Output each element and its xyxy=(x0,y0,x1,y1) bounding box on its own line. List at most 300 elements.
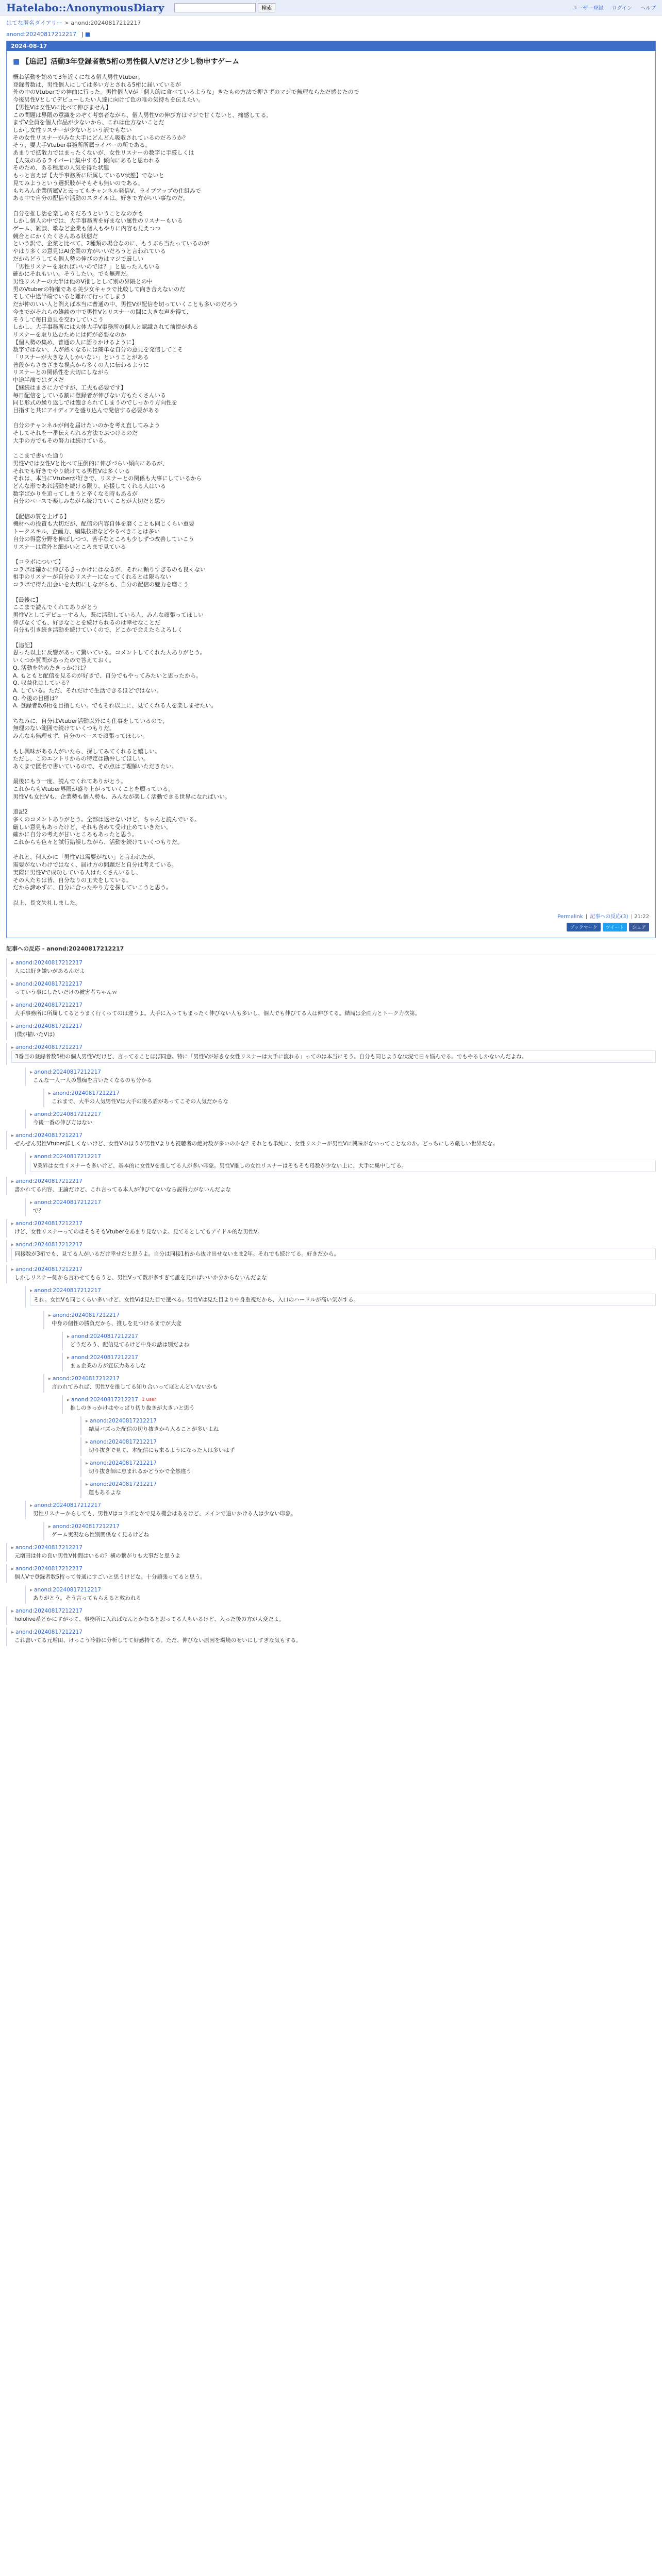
entry-line: まずV全員を個人作品が少ないから、これは仕方ないことだ xyxy=(13,119,164,126)
comment-item xyxy=(6,1131,656,1149)
comment-link[interactable]: anond:20240817212217 xyxy=(15,1002,82,1009)
comment-arrow-icon: ▸ xyxy=(30,1111,33,1117)
entry-line: 見てみようという選択肢がそもそも無いのである。 xyxy=(13,179,143,187)
comment-text: しかしリスナー側から言わせてもらうと、男性Vって数が多すぎて誰を見ればいいか分からないんだよな xyxy=(14,1275,267,1281)
entry-line: しかし女性リスナーが少ないという訳でもない xyxy=(13,126,132,133)
comment-item xyxy=(43,1311,656,1329)
entry-line xyxy=(13,505,649,513)
comment-text: っていう事にしたいだけの被害者ちゃんｗ xyxy=(14,989,118,996)
comment-text: 今後一番の伸び方はない xyxy=(33,1120,93,1126)
footer-separator: | xyxy=(584,914,589,920)
comment-header xyxy=(30,1199,656,1206)
entry-line: 追記2 xyxy=(13,808,28,816)
entry-line: という訳で、企業と比べて、2種類の場合なのに、もうぶち当たっているのが xyxy=(13,240,209,247)
comment-text: 切り抜きで見て、本配信にも来るようになった人は多いはず xyxy=(89,1447,235,1454)
entry-line: 自分のチャンネルが何を届けたいのかを考え直してみよう xyxy=(13,422,160,429)
comment-item xyxy=(25,1585,656,1604)
entry-line: だから諦めずに、自分に合ったやり方を探していこうと思う。 xyxy=(13,884,172,891)
comment-text: ゲーム実況なら性別関係なく見るけどね xyxy=(52,1532,149,1538)
comment-link[interactable]: anond:20240817212217 xyxy=(15,981,82,988)
entry-line: 大手の方でもその努力は続けている。 xyxy=(13,437,109,444)
comment-header xyxy=(11,1242,656,1248)
comment-text: ありがとう。そう言ってもらえると救われる xyxy=(33,1595,141,1602)
comment-link[interactable]: anond:20240817212217 xyxy=(15,1545,82,1551)
comment-text: 人には好き嫌いがあるんだよ xyxy=(14,968,85,975)
entry-line: 最後にもう一度、読んでくれてありがとう。 xyxy=(13,778,126,785)
login-link[interactable]: ログイン xyxy=(611,6,632,11)
entry-box xyxy=(6,41,656,938)
entry-line: 普段からさまざまな視点から多くの人に伝わるように xyxy=(13,361,149,368)
entry-line: それは、本当にVtuberが好きで、リスナーとの関係も大事にしているから xyxy=(13,475,202,482)
comment-item xyxy=(6,1240,656,1262)
comment-item xyxy=(6,1265,656,1283)
entry-line: あまりで拡散力ではまったくないが、女性リスナーの数字に手厳しくは xyxy=(13,149,194,157)
comment-header xyxy=(11,1044,656,1050)
comment-text: これまで、大半の人気男性Vは大手の後ろ盾があってこその人気だからな xyxy=(52,1098,228,1105)
entry-line: Q. 活動を始めたきっかけは？ xyxy=(13,664,89,671)
comment-arrow-icon: ▸ xyxy=(11,1044,14,1050)
comment-arrow-icon: ▸ xyxy=(11,1242,14,1248)
comment-arrow-icon: ▸ xyxy=(11,1023,14,1029)
entry-line: だからどうしても個人勢の伸びの方はマジで厳しい xyxy=(13,255,143,262)
entry-line: 自分の得意分野を伸ばしつつ、苦手なところも少しずつ改善していこう xyxy=(13,535,194,543)
entry-line: それでも好きでやり続けてる男性Vは多くいる xyxy=(13,467,130,474)
entry-footer xyxy=(13,912,649,920)
comment-item xyxy=(6,1628,656,1646)
entry-line: 伸びなくても、好きなことを続けられるのは幸せなことだ xyxy=(13,619,160,626)
comment-arrow-icon: ▸ xyxy=(30,1069,33,1075)
comment-arrow-icon: ▸ xyxy=(30,1199,33,1206)
register-link[interactable]: ユーザー登録 xyxy=(572,6,604,11)
comment-header xyxy=(30,1111,656,1117)
comment-text: それ。女性Vも同じくらい多いけど、女性Vは見た目で選べる。男性Vは見た目より中身重視だから、入口のハードルが高い気がする。 xyxy=(30,1294,656,1306)
comment-header xyxy=(11,1221,656,1227)
entry-line xyxy=(13,445,649,452)
comment-link[interactable]: anond:20240817212217 xyxy=(15,1023,82,1030)
entry-line: 確かに自分の考えが甘いところもあったと思う。 xyxy=(13,831,138,838)
comment-text: V業界は女性リスナーも多いけど、基本的に女性Vを推してる人が多い印象。男性V推しの女性リスナーはそもそも母数が少ない上に、大手に集中してる。 xyxy=(30,1160,656,1172)
breadcrumb xyxy=(0,15,662,27)
entry-line: 多くのコメントありがとう。全部は返せないけど、ちゃんと読んでいる。 xyxy=(13,816,200,823)
entry-line: 同じ形式の繰り返しでは飽きられてしまうのでしっかり方向性を xyxy=(13,399,177,406)
comment-text: 大手事務所に所属してるとうまく行くってのは違うよ。大手に入ってもまったく伸びない人も多いし、個人でも伸びてる人は伸びてる。結局は企画力とトーク力次第。 xyxy=(14,1010,421,1017)
entry-line: もちろん企業所属Vと云ってもチャンネル発信V、ライブアップの仕組みで xyxy=(13,187,201,194)
comment-link[interactable]: anond:20240817212217 xyxy=(53,1523,120,1530)
entry-line: ただし、このエントリからの特定は勘弁してほしい。 xyxy=(13,755,149,762)
entry-line: A. もともと配信を見るのが好きで、自分でもやってみたいと思ったから。 xyxy=(13,672,202,679)
comment-header xyxy=(11,1608,656,1614)
comment-arrow-icon: ▸ xyxy=(11,1221,14,1227)
comment-text: 書かれてる内容、正論だけど、これ言ってる本人が伸びてないなら説得力がないんだよな xyxy=(14,1187,231,1193)
entry-line: 男性Vも女性Vも、企業勢も個人勢も、みんなが楽しく活動できる世界になればいい。 xyxy=(13,793,231,800)
comment-arrow-icon: ▸ xyxy=(30,1154,33,1160)
comment-text: 同接数が3桁でも、見てる人がいるだけ幸せだと思うよ。自分は同接1桁から抜け出せないまま2年。それでも続けてる。好きだから。 xyxy=(11,1248,656,1260)
comment-text: どうだろう、配信見てるけど中身の話は別だよね xyxy=(70,1342,189,1348)
comment-item xyxy=(25,1501,656,1519)
entry-line: 登録者数は、男性個人にしては多い方とされる5桁に届いているが xyxy=(13,81,181,88)
comment-item xyxy=(80,1437,656,1456)
comment-header xyxy=(86,1460,656,1466)
permalink[interactable]: Permalink xyxy=(557,914,583,920)
comment-arrow-icon: ▸ xyxy=(67,1333,70,1340)
title-bullet-icon: ■ xyxy=(13,58,20,66)
comment-link[interactable]: anond:20240817212217 xyxy=(15,1221,82,1227)
comment-text: 運もあるよな xyxy=(89,1489,121,1496)
entry-line: 【男性Vは女性Vに比べて伸びません】 xyxy=(13,104,112,111)
entry-line: 【最後に】 xyxy=(13,596,41,603)
comment-arrow-icon: ▸ xyxy=(86,1418,89,1424)
entry-line: ある中で自分の配信や活動のスタイルは、好きで方がいい事なのだ。 xyxy=(13,195,189,202)
entry-line xyxy=(13,710,649,718)
comment-link[interactable]: anond:20240817212217 xyxy=(15,1629,82,1636)
entry-line: ここまで書いた通り xyxy=(13,452,64,460)
entry-line: 競合とにかくたくさんある状態だ xyxy=(13,232,98,240)
entry-line: 確かにそれもいい。そうしたい。でも無理だ。 xyxy=(13,270,132,278)
comment-arrow-icon: ▸ xyxy=(11,1608,14,1614)
comment-item xyxy=(25,1198,656,1216)
breadcrumb-current: anond:20240817212217 xyxy=(71,20,141,26)
entry-time: | 21:22 xyxy=(629,914,649,920)
comment-link[interactable]: anond:20240817212217 xyxy=(90,1418,157,1425)
entry-body xyxy=(7,51,655,938)
comment-link[interactable]: anond:20240817212217 xyxy=(90,1439,157,1446)
entry-title-text: 【追記】活動3年登録者数5桁の男性個人Vだけど少し物申すゲーム xyxy=(22,58,240,66)
entry-line: 【配信の質を上げる】 xyxy=(13,513,70,520)
comment-arrow-icon: ▸ xyxy=(48,1312,52,1318)
comment-link[interactable]: anond:20240817212217 xyxy=(15,1132,82,1139)
entry-line: どんな形であれ活動を続ける限り、応援してくれる人はいる xyxy=(13,482,166,489)
comment-link[interactable]: anond:20240817212217 xyxy=(53,1090,120,1097)
comment-item xyxy=(6,1001,656,1019)
comment-link[interactable]: anond:20240817212217 xyxy=(34,1502,101,1509)
comment-link[interactable]: anond:20240817212217 xyxy=(15,1242,82,1248)
comment-arrow-icon: ▸ xyxy=(11,1545,14,1551)
comment-arrow-icon: ▸ xyxy=(86,1439,89,1445)
top-links xyxy=(573,4,656,11)
comment-link[interactable]: anond:20240817212217 xyxy=(53,1376,120,1382)
comment-header xyxy=(67,1354,656,1361)
entry-line: あくまで匿名で書いているので、その点はご理解いただきたい。 xyxy=(13,762,177,770)
day-link-separator: | xyxy=(79,31,85,38)
comment-arrow-icon: ▸ xyxy=(30,1502,33,1509)
entry-line: この問題は界隈の意識をのぞく考察者ながら、個人男性Vの伸び方はマジで甘くないと、痛感してる。 xyxy=(13,111,272,118)
entry-line: その女性リスナーがみな大手にどんどん吸収されているのだろうか？ xyxy=(13,134,189,141)
comment-header xyxy=(11,960,656,966)
comment-link[interactable]: anond:20240817212217 xyxy=(34,1154,101,1160)
entry-line xyxy=(13,801,649,809)
comment-text: こんな一人一人の愚痴を言いたくなるのも分かる xyxy=(33,1077,152,1084)
comment-text: これ書いてる元増田、けっこう冷静に分析してて好感持てる。ただ、伸びない原因を環境のせいにしすぎな気もする。 xyxy=(14,1637,302,1644)
comment-header xyxy=(48,1090,656,1096)
entry-line: 数字ばかりを追ってしまうと辛くなる時もあるが xyxy=(13,490,138,497)
entry-line: Q. 今後の目標は？ xyxy=(13,694,61,702)
comment-arrow-icon: ▸ xyxy=(67,1397,70,1403)
entry-line: 相手のリスナーが自分のリスナーになってくれるとは限らない xyxy=(13,573,172,581)
comment-arrow-icon: ▸ xyxy=(30,1287,33,1294)
entry-line: もし興味がある人がいたら、探してみてくれると嬉しい。 xyxy=(13,748,160,755)
tweet-button[interactable]: ツイート xyxy=(603,923,627,931)
entry-line xyxy=(13,202,649,210)
entry-line: それと、何人かに「男性Vは需要がない」と言われたが、 xyxy=(13,854,159,861)
comment-header xyxy=(30,1287,656,1294)
comment-text: で？ xyxy=(33,1208,44,1214)
entry-line: 男性Vでは女性Vと比べて圧倒的に伸びづらい傾向にあるが、 xyxy=(13,460,169,467)
help-link[interactable]: ヘルプ xyxy=(640,6,656,11)
comment-link[interactable]: anond:20240817212217 xyxy=(71,1397,138,1403)
comment-header xyxy=(30,1069,656,1075)
entry-line: そしてそれを一番伝えられる方法でぶつけるのだ xyxy=(13,430,138,437)
entry-line: 自分も引き続き活動を続けていくので、どこかで会えたらよろしく xyxy=(13,626,183,634)
comment-link[interactable]: anond:20240817212217 xyxy=(15,960,82,967)
entry-line: みんなも無理せず、自分のペースで頑張ってほしい。 xyxy=(13,733,148,740)
entry-line xyxy=(13,740,649,748)
comment-header xyxy=(86,1418,656,1424)
entry-line: だが仲のいい人と例えば本当に普通の中、男性Vが配信を切っていくことも多いのだろう xyxy=(13,301,238,308)
search-input[interactable] xyxy=(174,3,256,12)
comment-link[interactable]: anond:20240817212217 xyxy=(90,1460,157,1467)
comment-link[interactable]: anond:20240817212217 xyxy=(15,1608,82,1615)
comment-arrow-icon: ▸ xyxy=(30,1587,33,1593)
entry-line: 思った以上に反響があって驚いている。コメントしてくれた人ありがとう。 xyxy=(13,649,206,656)
facebook-share-button[interactable]: シェア xyxy=(629,923,649,931)
comment-link[interactable]: anond:20240817212217 xyxy=(34,1069,101,1076)
entry-line: 自分のペースで楽しみながら続けていくことが大切だと思う xyxy=(13,498,166,505)
comment-item xyxy=(6,979,656,998)
comment-text: 個人Vで登録者数5桁って普通にすごいと思うけどな。十分頑張ってると思う。 xyxy=(14,1574,206,1581)
entry-line: ちなみに、自分はVtuber活動以外にも仕事をしているので、 xyxy=(13,717,168,724)
site-logo[interactable]: Hatelabo::AnonymousDiary xyxy=(6,1,164,14)
comment-header xyxy=(11,1566,656,1572)
comment-header xyxy=(48,1523,656,1530)
breadcrumb-home-link[interactable]: はてな匿名ダイアリー xyxy=(6,20,63,26)
comment-arrow-icon: ▸ xyxy=(11,1266,14,1273)
top-navigation-bar xyxy=(0,0,662,15)
comment-header xyxy=(48,1312,656,1318)
entry-line: 概ね活動を始めて3年近くになる個人男性Vtuber。 xyxy=(13,74,144,80)
comment-link[interactable]: anond:20240817212217 xyxy=(71,1333,138,1340)
comment-arrow-icon: ▸ xyxy=(48,1523,52,1530)
comment-item xyxy=(6,1022,656,1040)
comment-arrow-icon: ▸ xyxy=(48,1376,52,1382)
comment-link[interactable]: anond:20240817212217 xyxy=(15,1178,82,1185)
comment-header xyxy=(11,1002,656,1008)
comment-arrow-icon: ▸ xyxy=(48,1090,52,1096)
entry-line xyxy=(13,892,649,900)
entry-line: 中途半端ではダメだ xyxy=(13,377,64,384)
entry-line: コラボで得た出会いを大切にしながらも、自分の配信の魅力を磨こう xyxy=(13,581,189,588)
comment-item xyxy=(25,1286,656,1308)
comment-link[interactable]: anond:20240817212217 xyxy=(15,1044,82,1051)
comment-item xyxy=(62,1353,656,1371)
entry-line: その人たちは皆、自分なりの工夫をしている。 xyxy=(13,876,132,884)
comment-header xyxy=(11,1023,656,1029)
comment-arrow-icon: ▸ xyxy=(11,981,14,987)
comment-text: 推しのきっかけはやっぱり切り抜きが大きいと思う xyxy=(70,1405,195,1412)
entry-line: 【追記】 xyxy=(13,641,36,649)
comment-text: けど、女性リスナーってのはそもそもVtuberをあまり見ないよ。見てるとしてもアイドル的な男性V。 xyxy=(14,1229,263,1235)
entry-line: A. 登録者数6桁を目指したい。でもそれ以上に、見てくれる人を楽しませたい。 xyxy=(13,702,217,709)
comment-text: hololive系とかにすがって、事務所に入ればなんとかなると思ってる人もいるけど、入った後の方が大変だよ。 xyxy=(14,1616,285,1623)
comment-link[interactable]: anond:20240817212217 xyxy=(15,1566,82,1572)
entry-line xyxy=(13,551,649,558)
comment-arrow-icon: ▸ xyxy=(11,1132,14,1139)
entry-line: ゲーム、雑談、歌など企業も個人もやりに内容も見えつつ xyxy=(13,225,161,232)
comment-item xyxy=(80,1459,656,1477)
comment-header xyxy=(11,1132,656,1139)
entry-line: リスナーとの関係性を大切にしながら xyxy=(13,369,109,376)
comment-arrow-icon: ▸ xyxy=(11,1002,14,1008)
entry-line: 【コラボについて】 xyxy=(13,558,64,565)
comment-link[interactable]: anond:20240817212217 xyxy=(71,1354,138,1361)
comment-item xyxy=(6,1177,656,1195)
entry-line: A. している。ただ、それだけで生活できるほどではない。 xyxy=(13,687,162,694)
comment-text: 中身の個性の勝負だから、推しを見つけるまでが大変 xyxy=(52,1320,181,1327)
comment-item xyxy=(62,1332,656,1350)
entry-line: やはり多くの意見はAI企業の方がいいだろうと言われている xyxy=(13,248,166,255)
entry-line xyxy=(13,771,649,778)
comment-arrow-icon: ▸ xyxy=(11,960,14,966)
entry-line: 実際に男性Vで成功している人はたくさんいるし、 xyxy=(13,869,142,876)
comment-arrow-icon: ▸ xyxy=(67,1354,70,1361)
reactions-link[interactable]: 記事への反応(3) xyxy=(590,914,628,920)
entry-line: しかし個人の中では、大手事務所を好まない属性のリスナーもいる xyxy=(13,217,183,225)
comment-item xyxy=(6,958,656,977)
entry-line: そのため、ある程度の人気を得た状態 xyxy=(13,164,109,172)
entry-line: コラボは確かに伸びるきっかけにはなるが、それに頼りすぎるのも良くない xyxy=(13,566,206,573)
comment-item xyxy=(43,1089,656,1107)
comment-arrow-icon: ▸ xyxy=(86,1460,89,1466)
comment-item xyxy=(80,1480,656,1498)
entry-line xyxy=(13,415,649,422)
entry-line: 「リスナーが大きな人しかいない」ということがある xyxy=(13,354,149,361)
entry-line: 数字ではない、人が熱くなるには簡単な自分の意見を発信してこそ xyxy=(13,346,183,353)
comment-text: 元増田は仲の良い男性V仲間はいるの？横の繋がりも大事だと思うよ xyxy=(14,1553,181,1560)
day-link[interactable]: anond:20240817212217 xyxy=(6,31,77,38)
comment-text: ぜんぜん男性Vtuber詳しくないけど、女性Vのほうが男性Vよりも視聴者の絶対数が多いのかな？それとも単純に、女性リスナーが男性Vに興味がないってことなのか。どっちにしろ厳しい世界だな。 xyxy=(14,1141,499,1147)
comment-item xyxy=(80,1416,656,1435)
entry-line: しかし、大手事務所には大体大手V事務所の個人と認識されて前提がある xyxy=(13,324,198,331)
day-sub-link[interactable]: ■ xyxy=(85,31,91,38)
entry-line: 今後男性Vとしてデビューしたい人達に向けて色の唯の気持ちを伝えたい。 xyxy=(13,96,204,104)
entry-text xyxy=(13,74,649,907)
comment-item xyxy=(25,1152,656,1174)
comment-header xyxy=(11,1545,656,1551)
comment-header xyxy=(11,1178,656,1184)
comment-item xyxy=(43,1374,656,1393)
entry-line: リスナーは意外と細かいところまで見ている xyxy=(13,543,126,550)
comment-header xyxy=(11,981,656,987)
entry-line: これからもVtuber界隈が盛り上がっていくことを願っている。 xyxy=(13,786,174,793)
comment-link[interactable]: anond:20240817212217 xyxy=(34,1287,101,1294)
comment-item xyxy=(6,1043,656,1065)
comment-header xyxy=(30,1154,656,1160)
comment-link[interactable]: anond:20240817212217 xyxy=(34,1111,101,1118)
comment-text: 言われてみれば、男性Vを推してる知り合いってほとんどいないかも xyxy=(52,1384,218,1391)
entry-line: 目指すと共にアイディアを盛り込んで発信する必要がある xyxy=(13,406,160,414)
comment-arrow-icon: ▸ xyxy=(11,1629,14,1635)
entry-line: ここまで読んでくれてありがとう xyxy=(13,604,98,611)
hatena-bookmark-button[interactable]: ブックマーク xyxy=(567,923,600,931)
entry-title xyxy=(13,56,649,66)
comment-header xyxy=(67,1397,656,1403)
comment-text: 男性リスナーからしても、男性Vはコラボとかで見る機会はあるけど、メインで追いかける人は少ない印象。 xyxy=(33,1511,296,1517)
share-row xyxy=(13,923,649,931)
comment-text: 3番目の登録者数5桁の個人男性Vだけど、言ってることほぼ同意。特に「男性Vが好きな女性リスナーは大手に流れる」ってのは本当にそう。自分も同じような状況で日々悩んでる。でもやるしかないんだよね。 xyxy=(11,1050,656,1063)
entry-line: リスナーを取り込むためには何が必要なのか xyxy=(13,331,126,338)
entry-line: 以上、長文失礼しました。 xyxy=(13,899,81,906)
entry-line: もっと言えば【大手事務所に所属しているV状態】でないと xyxy=(13,172,164,179)
entry-line: トークスキル、企画力、編集技術などやるべきことは多い xyxy=(13,528,160,535)
comment-text: 切り抜き師に恵まれるかどうかで全然違う xyxy=(89,1468,192,1475)
comment-arrow-icon: ▸ xyxy=(11,1566,14,1572)
entry-line: 男性リスナーの大半は他のV推しとして別の界隈との中 xyxy=(13,278,153,285)
entry-date: 2024-08-17 xyxy=(7,41,655,51)
entry-line: 「男性リスナーを取ればいいのでは？」と思った人もいる xyxy=(13,263,160,270)
entry-line: 需要がないわけではなく、届け方の問題だと自分は考えている。 xyxy=(13,861,177,869)
search-button[interactable]: 検索 xyxy=(258,3,275,12)
comment-item xyxy=(6,1219,656,1238)
comment-item xyxy=(25,1110,656,1128)
entry-line: 【継続はまさに力ですが、工夫も必要です】 xyxy=(13,384,126,391)
entry-line: そう、要大手Vtuber事務所所属ライバーの所である。 xyxy=(13,142,151,149)
entry-line: 男性Vとしてデビューする人、既に活動している人、みんな頑張ってほしい xyxy=(13,611,204,618)
entry-line: 無理のない範囲で続けていくつもりだ。 xyxy=(13,725,115,732)
comment-item xyxy=(62,1395,656,1414)
entry-line: 男のVtuberの特権である美少女キャラで比較して向き合えないのだ xyxy=(13,285,186,293)
comment-item xyxy=(6,1564,656,1583)
comment-header xyxy=(11,1266,656,1273)
breadcrumb-separator: > xyxy=(62,20,71,26)
comment-link[interactable]: anond:20240817212217 xyxy=(34,1199,101,1206)
comment-text: まぁ企業の方が宣伝力あるしな xyxy=(70,1363,146,1369)
entry-line xyxy=(13,589,649,597)
entry-line: いくつか質問があったので答えておく。 xyxy=(13,657,115,664)
day-link-row xyxy=(0,27,662,41)
entry-line: そうして毎日意見を交わしていこう xyxy=(13,316,104,323)
entry-line: 機材への投資も大切だが、配信の内容自体を磨くことも同じくらい重要 xyxy=(13,520,194,528)
comment-header xyxy=(86,1481,656,1487)
entry-line: 外の中のVtuberでの神曲に行った。男性個人Vが「個人的に食べているような」きたもの方法で押さずのマジで無理ならただ感じたので xyxy=(13,89,359,96)
entry-line: 【個人勢の集め、普通の人に語りかけるように】 xyxy=(13,338,138,346)
entry-line: 毎日配信をしている割に登録者が伸びない方もたくさんいる xyxy=(13,392,166,399)
comment-link[interactable]: anond:20240817212217 xyxy=(15,1266,82,1273)
entry-line: 自分を推し活を楽しめるだろうということなのかも xyxy=(13,210,143,217)
comment-item xyxy=(6,1543,656,1562)
comments-heading: 記事への反応 - anond:20240817212217 xyxy=(6,944,656,955)
comment-item xyxy=(6,1606,656,1625)
comment-header xyxy=(48,1376,656,1382)
bookmark-count-badge[interactable]: 1 user xyxy=(141,1397,157,1403)
comment-item xyxy=(25,1067,656,1086)
entry-line: 【人気のあるライバーに集中する】傾向にあると思われる xyxy=(13,157,160,164)
comment-link[interactable]: anond:20240817212217 xyxy=(34,1587,101,1594)
comment-arrow-icon: ▸ xyxy=(11,1178,14,1184)
comment-header xyxy=(67,1333,656,1340)
entry-line: 今までがそれらの雑談の中で男性Vとリスナーの間に大きな声を得て、 xyxy=(13,308,192,315)
comment-header xyxy=(30,1502,656,1509)
entry-line: そして中途半端でいると離れて行ってしまう xyxy=(13,293,126,300)
entry-line xyxy=(13,846,649,854)
entry-line xyxy=(13,634,649,642)
comment-header xyxy=(30,1587,656,1593)
comment-area xyxy=(6,958,656,1646)
entry-line: 厳しい意見もあったけど、それも含めて受け止めていきたい。 xyxy=(13,823,172,831)
comment-link[interactable]: anond:20240817212217 xyxy=(53,1312,120,1319)
comment-arrow-icon: ▸ xyxy=(86,1481,89,1487)
comment-item xyxy=(43,1522,656,1540)
comment-header xyxy=(11,1629,656,1635)
comment-link[interactable]: anond:20240817212217 xyxy=(90,1481,157,1488)
